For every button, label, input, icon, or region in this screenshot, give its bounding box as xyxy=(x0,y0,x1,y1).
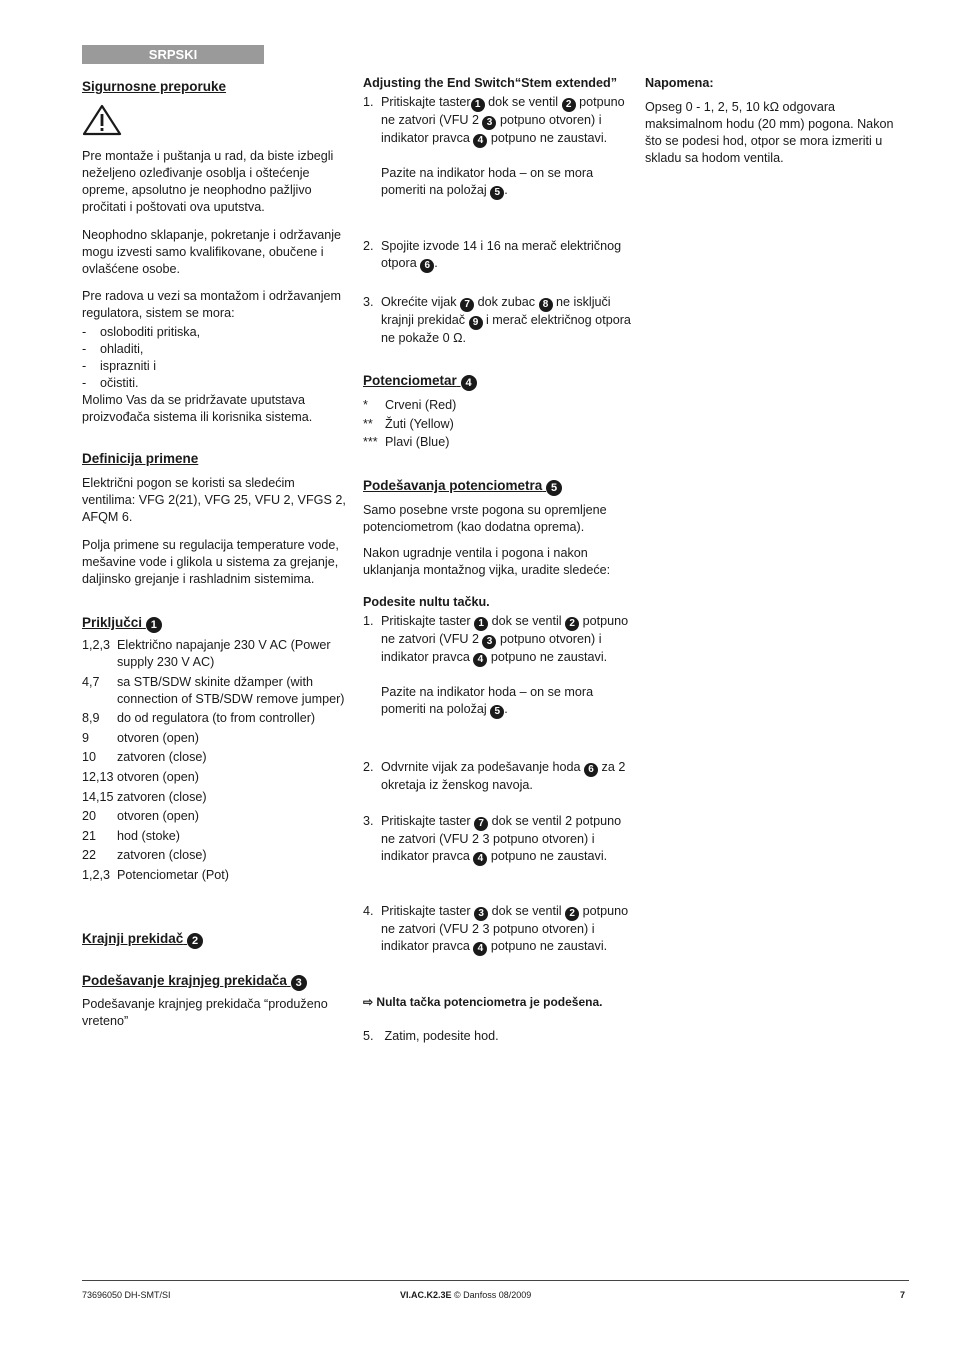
marker-7: 7 xyxy=(460,298,474,312)
footer-divider xyxy=(82,1280,909,1281)
page-number: 7 xyxy=(900,1290,906,1300)
zero-step-1: 1. Pritiskajte taster 1 dok se ventil 2 potpuno ne zatvori (VFU 2 3 potpuno otvoren) i indikator pravca 4 potpuno ne zaustavi. Pazite na indikator hoda – on se mora pomeriti na položaj 5 . xyxy=(363,614,629,717)
pot-item: ** Žuti (Yellow) xyxy=(363,416,454,431)
potentiometer-list xyxy=(363,396,631,452)
dash-item: - osloboditi pritiska, xyxy=(82,325,201,339)
marker-5: 5 xyxy=(546,480,562,496)
arrow-right-icon: ⇨ xyxy=(363,995,374,1009)
connection-row: 22 zatvoren (close) xyxy=(82,848,207,863)
footer-reference: VI.AC.K2.3E © Danfoss 08/2009 xyxy=(400,1290,532,1300)
subheading-zero-point: Podesite nultu tačku. xyxy=(363,595,490,609)
marker-8: 8 xyxy=(539,298,553,312)
dash-item: - isprazniti i xyxy=(82,359,156,373)
adjust-step-3: 3. Okrećite vijak 7 dok zubac 8 ne isključi krajnji prekidač 9 i merač električnog otpora ne pokaže 0 Ω. xyxy=(363,295,631,345)
zero-done-note: ⇨ Nulta tačka potenciometra je podešena. xyxy=(363,995,603,1009)
heading-potentiometer-settings: Podešavanja potenciometra 5 xyxy=(363,477,562,496)
marker-7: 7 xyxy=(474,817,488,831)
connection-row: 14,15 zatvoren (close) xyxy=(82,789,207,804)
marker-1: 1 xyxy=(474,617,488,631)
dash-item: - ohladiti, xyxy=(82,342,144,356)
heading-definition: Definicija primene xyxy=(82,451,199,466)
definition-paragraph-2: Polja primene su regulacija temperature vode, mešavine vode i glikola u sistema za grejanje, daljinsko grejanje i rashladnim sistemima. xyxy=(82,538,339,586)
pot-item: * Crveni (Red) xyxy=(363,398,457,412)
heading-potentiometer: Potenciometar 4 xyxy=(363,372,477,391)
safety-paragraph-4: Molimo Vas da se pridržavate uputstava proizvođača sistema ili korisnika sistema. xyxy=(82,393,313,424)
marker-4: 4 xyxy=(473,852,487,866)
heading-safety: Sigurnosne preporuke xyxy=(82,79,227,94)
marker-3: 3 xyxy=(474,907,488,921)
marker-3: 3 xyxy=(482,635,496,649)
connection-row: 4,7 sa STB/SDW skinite džamper (with connection of STB/SDW remove jumper) xyxy=(82,674,345,706)
marker-1: 1 xyxy=(471,98,485,112)
marker-2: 2 xyxy=(562,98,576,112)
adjust-step-1: 1. Pritiskajte taster 1 dok se ventil 2 potpuno ne zatvori (VFU 2 3 potpuno otvoren) i indikator pravca 4 potpuno ne zaustavi. Pazite na indikator hoda – on se mora pomeriti na položaj 5 . xyxy=(363,95,625,198)
marker-6: 6 xyxy=(584,763,598,777)
footer-doc-code: 73696050 DH-SMT/SI xyxy=(82,1290,171,1300)
heading-connections: Priključci 1 xyxy=(82,614,162,633)
marker-4: 4 xyxy=(473,942,487,956)
warning-icon xyxy=(82,104,122,136)
zero-step-4: 4. Pritiskajte taster 3 dok se ventil 2 potpuno ne zatvori (VFU 2 3 potpuno otvoren) i indikator pravca 4 potpuno ne zaustavi. xyxy=(363,904,629,954)
marker-5: 5 xyxy=(490,186,504,200)
safety-dash-list xyxy=(82,324,348,392)
connection-row: 12,13 otvoren (open) xyxy=(82,769,199,784)
connection-row: 1,2,3 Potenciometar (Pot) xyxy=(82,867,229,882)
marker-6: 6 xyxy=(420,259,434,273)
subheading-note: Napomena: xyxy=(645,76,714,90)
note-paragraph: Opseg 0 - 1, 2, 5, 10 kΩ odgovara maksimalnom hodu (20 mm) pogona. Nakon što se podesi hod, otpor se mora izmeriti u skladu sa hodom ventila. xyxy=(645,100,894,165)
marker-3: 3 xyxy=(482,116,496,130)
zero-step-2: 2. Odvrnite vijak za podešavanje hoda 6 za 2 okretaja iz ženskog navoja. xyxy=(363,760,626,792)
connections-list xyxy=(82,637,348,887)
marker-9: 9 xyxy=(469,316,483,330)
pot-item: *** Plavi (Blue) xyxy=(363,435,450,449)
safety-paragraph-3: Pre radova u vezi sa montažom i održavanjem regulatora, sistem se mora: xyxy=(82,289,341,320)
connection-row: 1,2,3 Električno napajanje 230 V AC (Power supply 230 V AC) xyxy=(82,638,331,669)
subheading-adjusting: Adjusting the End Switch“Stem extended” xyxy=(363,76,617,90)
marker-3: 3 xyxy=(291,975,307,991)
end-switch-setting-paragraph: Podešavanje krajnjeg prekidača “produženo vreteno” xyxy=(82,997,328,1028)
zero-step-5: 5. Zatim, podesite hod. xyxy=(363,1029,499,1043)
potset-paragraph-2: Nakon ugradnje ventila i pogona i nakon uklanjanja montažnog vijka, uradite sledeće: xyxy=(363,546,611,577)
connection-row: 21 hod (stoke) xyxy=(82,828,180,843)
marker-2: 2 xyxy=(565,907,579,921)
marker-4: 4 xyxy=(473,653,487,667)
marker-1: 1 xyxy=(146,617,162,633)
adjust-step-2: 2. Spojite izvode 14 i 16 na merač električnog otpora 6 . xyxy=(363,239,622,271)
marker-2: 2 xyxy=(565,617,579,631)
definition-paragraph-1: Električni pogon se koristi sa sledećim ventilima: VFG 2(21), VFG 25, VFU 2, VFGS 2, AFQM 6. xyxy=(82,476,346,524)
language-label: SRPSKI xyxy=(82,45,264,64)
heading-end-switch-setting: Podešavanje krajnjeg prekidača 3 xyxy=(82,972,307,991)
marker-5: 5 xyxy=(490,705,504,719)
connection-row: 10 zatvoren (close) xyxy=(82,750,207,765)
marker-4: 4 xyxy=(461,375,477,391)
potset-paragraph-1: Samo posebne vrste pogona su opremljene potenciometrom (kao dodatna oprema). xyxy=(363,503,607,534)
heading-end-switch: Krajnji prekidač 2 xyxy=(82,930,203,949)
marker-4: 4 xyxy=(473,134,487,148)
safety-paragraph-2: Neophodno sklapanje, pokretanje i održavanje mogu izvesti samo kvalifikovane, obučene i ovlašćene osobe. xyxy=(82,228,342,276)
marker-2: 2 xyxy=(187,933,203,949)
safety-paragraph-1: Pre montaže i puštanja u rad, da biste izbegli neželjeno ozleđivanje osoblja i oštećenje opreme, apsolutno je neophodno pažljivo pročitati i poštovati ova uputstva. xyxy=(82,149,334,214)
dash-item: - očistiti. xyxy=(82,376,139,390)
connection-row: 20 otvoren (open) xyxy=(82,809,199,824)
zero-step-3: 3. Pritiskajte taster 7 dok se ventil 2 potpuno ne zatvori (VFU 2 3 potpuno otvoren) i indikator pravca 4 potpuno ne zaustavi. xyxy=(363,814,622,864)
connection-row: 8,9 do od regulatora (to from controller) xyxy=(82,711,316,726)
connection-row: 9 otvoren (open) xyxy=(82,730,199,745)
